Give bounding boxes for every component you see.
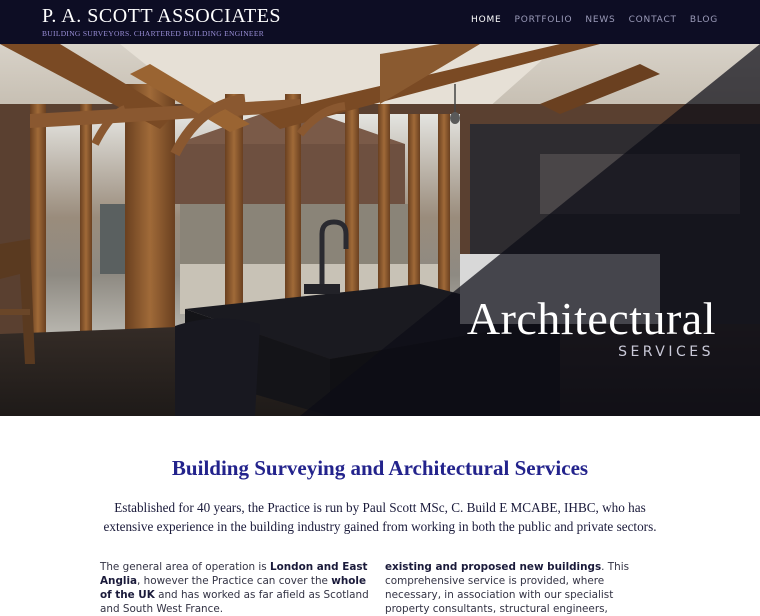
- brand-logo[interactable]: [42, 5, 281, 39]
- hero-subtitle: SERVICES: [618, 344, 714, 360]
- text-segment: The general area of operation is: [100, 561, 271, 573]
- text-segment: . This comprehensive service is provided, where necessary, in association with our specialist property consultants, structural engineers,: [385, 561, 629, 615]
- text-strong: whole of the UK: [100, 575, 366, 601]
- nav-blog[interactable]: BLOG: [689, 15, 718, 25]
- nav-news[interactable]: NEWS: [585, 15, 616, 25]
- text-strong: London and East Anglia: [100, 561, 368, 587]
- text-segment: and has worked as far afield as Scotland and South West France.: [100, 589, 369, 615]
- hero-image: [0, 44, 760, 416]
- text-strong: existing and proposed new buildings: [385, 561, 602, 573]
- intro-section: [0, 416, 760, 615]
- services-text: [385, 560, 661, 616]
- hero-banner: [0, 44, 760, 416]
- nav-contact[interactable]: CONTACT: [628, 15, 677, 25]
- text-segment: , however the Practice can cover the: [137, 575, 332, 587]
- operation-area-text: [100, 560, 376, 616]
- hero-title: Architectural: [466, 293, 716, 344]
- brand-tagline: BUILDING SURVEYORS. CHARTERED BUILDING ENGINEER: [42, 29, 264, 38]
- site-header: [0, 0, 760, 44]
- main-nav: [471, 15, 718, 25]
- brand-name: P. A. SCOTT ASSOCIATES: [42, 5, 282, 27]
- nav-home[interactable]: HOME: [471, 15, 502, 25]
- intro-paragraph: Established for 40 years, the Practice is run by Paul Scott MSc, C. Build E MCABE, IHBC, who has extensive experience in the building industry gained from working in both the public and private sectors.: [103, 500, 657, 534]
- nav-portfolio[interactable]: PORTFOLIO: [514, 15, 573, 25]
- page-heading: Building Surveying and Architectural Services: [171, 456, 589, 480]
